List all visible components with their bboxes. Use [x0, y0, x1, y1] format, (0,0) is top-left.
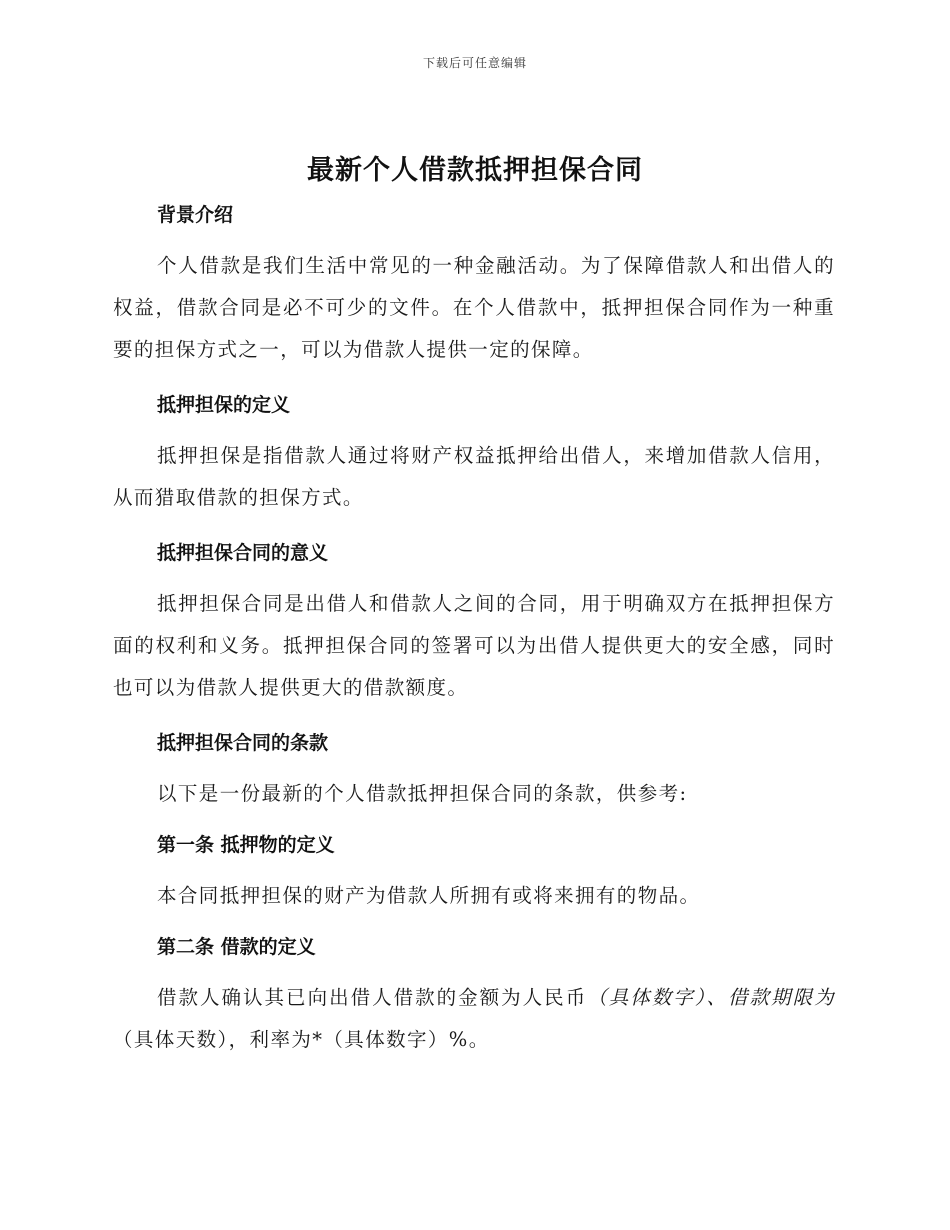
article-2-text-part-1: 借款人确认其已向出借人借款的金额为人民币	[157, 986, 588, 1009]
paragraph-background: 个人借款是我们生活中常见的一种金融活动。为了保障借款人和出借人的权益，借款合同是必不可少的文件。在个人借款中，抵押担保合同作为一种重要的担保方式之一，可以为借款人提供一定的保障。	[113, 254, 835, 361]
article-heading-2: 第二条 借款的定义	[157, 936, 316, 958]
paragraph-article-2	[113, 977, 835, 1061]
paragraph-meaning: 抵押担保合同是出借人和借款人之间的合同，用于明确双方在抵押担保方面的权利和义务。抵押担保合同的签署可以为出借人提供更大的安全感，同时也可以为借款人提供更大的借款额度。	[113, 592, 835, 699]
header-note: 下载后可任意编辑	[422, 56, 527, 70]
article-2-italic-text: （具体数字）、借款期限为	[587, 986, 835, 1009]
section-heading-definition: 抵押担保的定义	[157, 394, 291, 416]
article-2-text-part-2: （具体天数），利率为*（具体数字）%。	[113, 1028, 490, 1051]
paragraph-definition: 抵押担保是指借款人通过将财产权益抵押给出借人，来增加借款人信用，从而猎取借款的担保方式。	[113, 444, 835, 509]
paragraph-clauses: 以下是一份最新的个人借款抵押担保合同的条款，供参考:	[157, 782, 688, 805]
section-heading-background: 背景介绍	[157, 204, 234, 226]
document-title: 最新个人借款抵押担保合同	[307, 155, 643, 186]
section-heading-clauses: 抵押担保合同的条款	[157, 732, 329, 754]
section-heading-meaning: 抵押担保合同的意义	[157, 542, 329, 564]
article-heading-1: 第一条 抵押物的定义	[157, 834, 335, 856]
document-body	[113, 196, 835, 1066]
paragraph-article-1: 本合同抵押担保的财产为借款人所拥有或将来拥有的物品。	[157, 884, 701, 907]
